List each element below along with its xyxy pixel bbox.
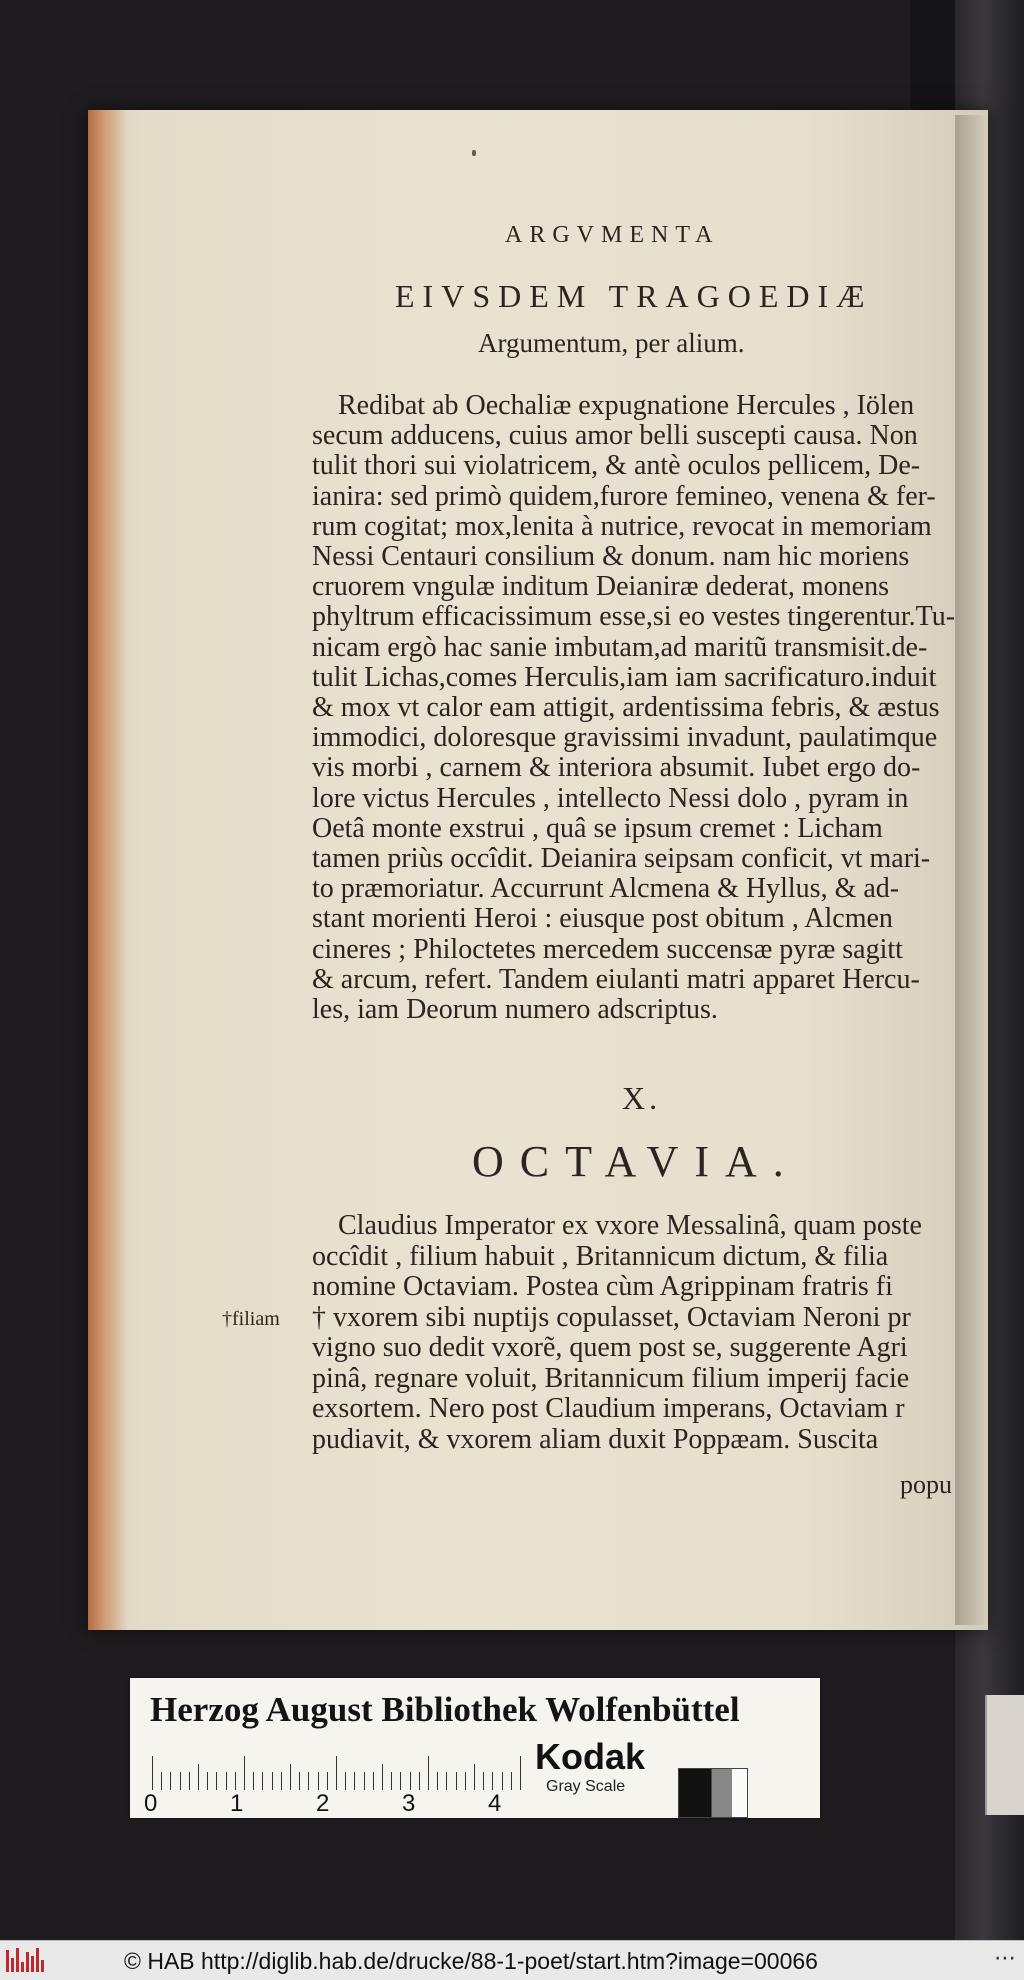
heading-argumenta: ARGVMENTA — [505, 222, 720, 248]
text-line: immodici, doloresque gravissimi invadunt, paulatimque — [312, 722, 938, 754]
catchword: popu — [900, 1470, 952, 1499]
hab-logo-icon — [6, 1948, 46, 1972]
text-line: nomine Octaviam. Postea cùm Agrippinam fratris fi — [312, 1271, 893, 1302]
text-line: nicam ergò hac sanie imbutam,ad maritũ transmisit.de- — [312, 631, 928, 663]
gray-swatch — [678, 1768, 748, 1818]
text-line: cineres ; Philoctetes mercedem succensæ pyræ sagitt — [312, 933, 903, 965]
page-gutter-shadow — [955, 115, 985, 1625]
ruler-tick — [327, 1772, 328, 1790]
ruler-tick — [161, 1772, 162, 1790]
text-line: tulit Lichas,comes Herculis,iam iam sacrificaturo.induit — [312, 661, 937, 693]
ruler-tick — [281, 1772, 282, 1790]
ruler-tick — [198, 1764, 199, 1790]
text-line: pinâ, regnare voluit, Britannicum filium imperij facie — [312, 1362, 910, 1394]
copyright-url-text[interactable]: © HAB http://diglib.hab.de/drucke/88-1-poet/start.htm?image=00066 — [124, 1948, 818, 1974]
ruler-tick — [170, 1772, 171, 1790]
ruler-tick — [437, 1772, 438, 1790]
ruler-tick — [253, 1772, 254, 1790]
ruler-tick — [308, 1772, 309, 1790]
ruler-tick — [290, 1764, 291, 1790]
text-line: † vxorem sibi nuptijs copulasset, Octaviam Neroni pr — [312, 1301, 911, 1333]
text-line: vis morbi , carnem & interiora absumit. Iubet ergo do- — [312, 752, 921, 784]
ruler-tick — [446, 1772, 447, 1790]
ruler-tick — [373, 1772, 374, 1790]
text-line: exsortem. Nero post Claudium imperans, Octaviam r — [312, 1393, 905, 1424]
ruler-tick — [354, 1772, 355, 1790]
kodak-logo: Kodak — [535, 1736, 646, 1777]
ruler-tick — [235, 1772, 236, 1790]
text-line: rum cogitat; mox,lenita à nutrice, revocat in memoriam — [312, 510, 932, 542]
text-line: Oetâ monte exstrui , quâ se ipsum cremet : Licham — [312, 812, 883, 844]
logo-bar — [26, 1952, 29, 1972]
margin-note: †filiam — [222, 1308, 280, 1330]
ruler-number: 1 — [230, 1790, 244, 1817]
text-line: phyltrum efficacissimum esse,si eo vestes tingerentur.Tu- — [312, 601, 956, 633]
ruler-tick — [189, 1772, 190, 1790]
measurement-ruler — [152, 1756, 530, 1790]
more-options-icon[interactable]: ⋯ — [994, 1945, 1016, 1970]
heading-per-alium: Argumentum, per alium. — [478, 328, 745, 358]
ruler-tick — [502, 1772, 503, 1790]
logo-bar — [16, 1948, 19, 1972]
ruler-tick — [419, 1772, 420, 1790]
ruler-tick — [272, 1772, 273, 1790]
color-target-card — [130, 1678, 820, 1818]
ruler-tick — [244, 1756, 245, 1790]
gray-scale-label: Gray Scale — [546, 1778, 626, 1795]
ruler-tick — [364, 1772, 365, 1790]
text-line: les, iam Deorum numero adscriptus. — [312, 994, 718, 1025]
text-line: & arcum, refert. Tandem eiulanti matri apparet Hercu- — [312, 963, 920, 995]
ruler-number: 0 — [144, 1790, 158, 1817]
logo-bar — [6, 1950, 9, 1972]
ruler-number: 4 — [488, 1790, 502, 1817]
ruler-tick — [456, 1772, 457, 1790]
ruler-tick — [483, 1772, 484, 1790]
ruler-tick — [410, 1772, 411, 1790]
logo-bar — [11, 1958, 14, 1972]
ruler-tick — [299, 1772, 300, 1790]
text-line: tulit thori sui violatricem, & antè oculos pellicem, De- — [312, 450, 921, 482]
page-stained-edge — [88, 110, 128, 1630]
ruler-tick — [262, 1772, 263, 1790]
text-line: lore victus Hercules , intellecto Nessi dolo , pyram in — [312, 782, 909, 814]
ruler-tick — [207, 1772, 208, 1790]
ruler-tick — [428, 1756, 429, 1790]
ruler-tick — [226, 1772, 227, 1790]
ruler-tick — [465, 1772, 466, 1790]
text-line: Claudius Imperator ex vxore Messalinâ, quam poste — [338, 1210, 922, 1241]
text-line: pudiavit, & vxorem aliam duxit Poppæam. Suscita — [312, 1423, 879, 1455]
library-name: Herzog August Bibliothek Wolfenbüttel — [150, 1690, 740, 1729]
text-line: occîdit , filium habuit , Britannicum dictum, & filia — [312, 1240, 889, 1272]
ruler-tick — [345, 1772, 346, 1790]
text-line: stant morienti Heroi : eiusque post obitum , Alcmen — [312, 903, 893, 935]
section-number: X. — [622, 1080, 662, 1116]
text-line: cruorem vngulæ inditum Deianiræ dederat, monens — [312, 571, 889, 603]
ruler-tick — [391, 1772, 392, 1790]
text-line: ianira: sed primò quidem,furore femineo, venena & fer- — [312, 480, 936, 512]
page-mark — [472, 150, 476, 156]
ruler-tick — [511, 1772, 512, 1790]
text-line: & mox vt calor eam attigit, ardentissima febris, & æstus — [312, 692, 940, 723]
logo-bar — [31, 1956, 34, 1972]
text-line: secum adducens, cuius amor belli suscepti causa. Non — [312, 420, 918, 452]
section-title: OCTAVIA. — [472, 1137, 800, 1186]
logo-bar — [36, 1948, 39, 1972]
ruler-tick — [318, 1772, 319, 1790]
ruler-tick — [216, 1772, 217, 1790]
ruler-number: 2 — [316, 1790, 330, 1817]
ruler-tick — [152, 1756, 153, 1790]
ruler-number: 3 — [402, 1790, 416, 1817]
text-line: vigno suo dedit vxorẽ, quem post se, suggerente Agri — [312, 1332, 908, 1363]
text-line: Redibat ab Oechaliæ expugnatione Hercules , Iölen — [338, 390, 915, 421]
footer-bar — [0, 1940, 1024, 1980]
ruler-tick — [180, 1772, 181, 1790]
ruler-tick — [492, 1772, 493, 1790]
ruler-tick — [336, 1756, 337, 1790]
side-label-strip — [985, 1695, 1024, 1815]
heading-tragoediae: EIVSDEM TRAGOEDIÆ — [395, 278, 873, 314]
text-line: tamen priùs occîdit. Deianira seipsam conficit, vt mari- — [312, 843, 931, 874]
ruler-tick — [474, 1764, 475, 1790]
ruler-tick — [520, 1756, 521, 1790]
text-line: Nessi Centauri consilium & donum. nam hic moriens — [312, 541, 910, 572]
ruler-tick — [400, 1772, 401, 1790]
logo-bar — [21, 1962, 24, 1972]
ruler-tick — [382, 1764, 383, 1790]
text-line: to præmoriatur. Accurrunt Alcmena & Hyllus, & ad- — [312, 873, 900, 905]
logo-bar — [41, 1960, 44, 1972]
